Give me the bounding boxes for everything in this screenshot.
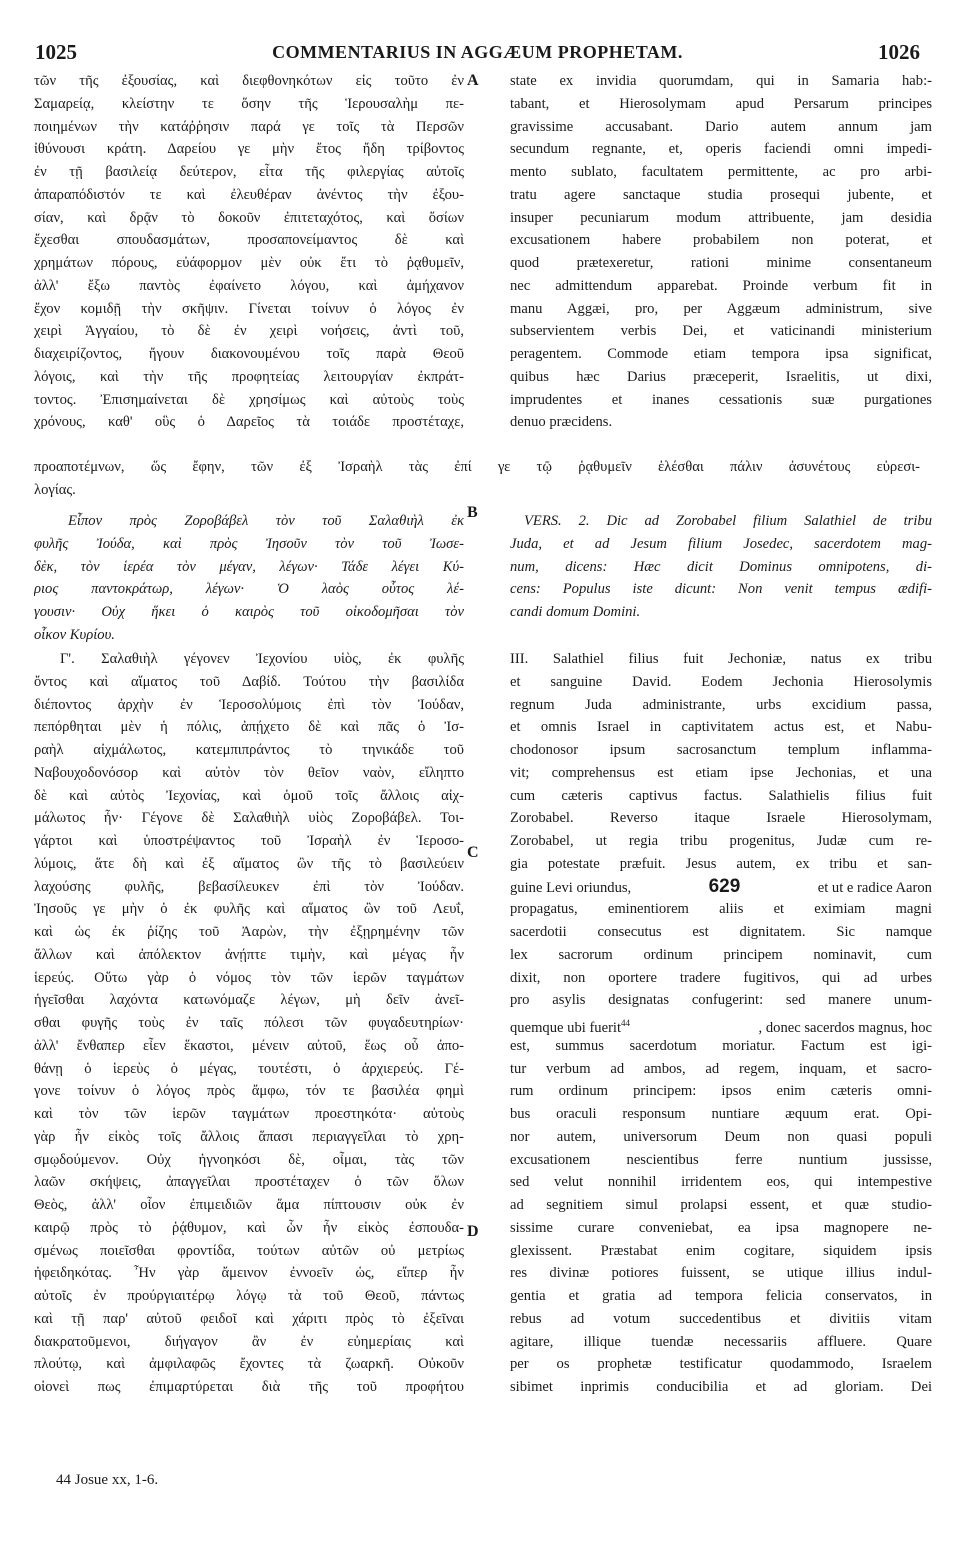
greek-line: ριος παντοκράτωρ, λέγων· Ὁ λαὸς οὗτος λέ- [34, 581, 464, 598]
greek-line: ἰθύνουσι κράτη. Δαρείου γε μὴν ἔτος ἤδη τρίβοντος [34, 141, 464, 158]
greek-line: γάρτοι καὶ ὑποστρέψαντος τοῦ Ἰσραὴλ ἐν Ἱεροσο- [34, 833, 464, 849]
latin-line: excusationem habere probabilem non poterat, et [510, 232, 932, 249]
greek-line: Ναβουχοδονόσορ καὶ αὐτὸν τὸν θεῖον ναὸν, εἴληπτο [34, 764, 464, 781]
greek-line: ἀπαραπόδιστόν τε καὶ ἐλευθέραν ἀνέντος τὴν ἐξου- [34, 186, 464, 203]
latin-line: nec admittendum apparebat. Proinde verbum fit in [510, 277, 932, 294]
greek-line: σμένως ποιεῖσθαι φροντίδα, τούτων αὐτῶν οὐ μετρίως [34, 1242, 464, 1259]
greek-line: Γ'. Σαλαθιὴλ γέγονεν Ἰεχονίου υἱὸς, ἐκ φυλῆς [60, 651, 464, 667]
latin-lemma [510, 510, 932, 624]
latin-line: tur verbum ad ambos, ad regem, inquam, et sacro- [510, 1060, 932, 1077]
greek-line: ἔχεσθαι σπουδασμάτων, προσαπονείμαντος δὲ καὶ [34, 232, 464, 249]
greek-line: λογίας. [34, 481, 76, 498]
latin-text: et ut e radice Aaron [817, 879, 932, 896]
greek-line: ποιημένων τὴν κατάῤῥησιν παρά γε τοῖς τὰ Περσῶν [34, 118, 464, 135]
latin-line: gentia et gratia ad tempora felicia conservatos, in [510, 1288, 932, 1304]
greek-line: ἀλλ' ἔξω παντὸς ἐφαίνετο λόγου, καὶ ἀμήχανον [34, 277, 464, 294]
running-title: COMMENTARIUS IN AGGÆUM PROPHETAM. [272, 42, 683, 62]
latin-line: rebus ad votum succedentibus et divitiis vitam [510, 1310, 932, 1327]
latin-line: vit; comprehensus est etiam ipse Jechonias, et una [510, 764, 932, 781]
greek-line: ἄλλων καὶ ἀπόλεκτον ἀνῄπτε τιμὴν, καὶ μέγας ἦν [34, 946, 464, 963]
column-number: 629 [708, 875, 741, 897]
greek-column-body [34, 648, 464, 1399]
greek-line: σμῳδούμενον. Οὐχ ἠγνοηκόσι δὲ, οἶμαι, τὰς τῶν [34, 1151, 464, 1168]
greek-cross-column-text [34, 456, 920, 502]
latin-line: ad segnitiem simul prolapsi essent, et quæ studio- [510, 1197, 932, 1213]
latin-line: nor autem, universorum Deum non quasi populi [510, 1128, 932, 1145]
latin-line: manu Aggæi, pro, per Aggæum administrum, sive [510, 300, 932, 317]
latin-text: guine Levi oriundus, [510, 879, 632, 896]
latin-line: gia potestate præfuit. Jesus autem, ex tribu et san- [510, 855, 932, 872]
greek-line: δὲ καὶ αὐτὸς Ἰεχονίας, καὶ ὁμοῦ τοῖς ἄλλοις αἰχ- [34, 787, 464, 804]
latin-line: propagatus, eminentiorem aliis et eximiam magni [510, 901, 932, 918]
greek-line: οἶκον Κυρίου. [34, 626, 115, 643]
greek-line: ἠφειδηκότας. Ἦν γὰρ ἄμεινον ἐννοεῖν ὡς, εἴπερ ἦν [34, 1265, 464, 1282]
greek-line: χρόνους, καθ' οὓς ὁ Δαρεῖος τὰ τοιάδε προστέταχε, [34, 414, 464, 431]
greek-line: προαποτέμνων, ὥς ἔφην, τῶν ἐξ Ἰσραὴλ τὰς ἐπί γε τῷ ῥᾳθυμεῖν ἑλέσθαι πάλιν ἀσυνέτους εὑρεσι- [34, 459, 920, 475]
latin-line: imprudentes et inanes cessationis suæ purgationes [510, 391, 932, 408]
latin-line: cens: Populus iste dicunt: Non venit tempus ædifi- [510, 581, 932, 598]
latin-line: glexissent. Præstabat enim cogitare, siquidem ipsis [510, 1242, 932, 1259]
latin-line: Zorobabel, ut regia tribu progenitus, Judæ cum re- [510, 833, 932, 849]
latin-line: regnum Juda administrante, urbs excidium passa, [510, 696, 932, 713]
latin-line: pro asylis designatas confugerint: sed manere unum- [510, 992, 932, 1009]
greek-column-top [34, 70, 464, 434]
latin-line: gravissime accusabant. Dario autem annum jam [510, 118, 932, 135]
latin-column-top [510, 70, 932, 434]
footnote-reference: 44 [621, 1018, 631, 1028]
greek-line: χρημάτων πόρους, εὐάφορμον μὲν οὐκ ἔτι τὸ ῥᾳθυμεῖν, [34, 255, 464, 271]
latin-line: excusationem nescientibus ferre nuntium jussisse, [510, 1151, 932, 1168]
greek-line: Θεὸς, ἀλλ' οἷον ἐπιμειδιῶν ἅμα πίπτουσιν οὐκ ἐν [34, 1197, 464, 1213]
greek-line: γονε τοίνυν ὁ λόγος πρὸς ἄμφω, τόν τε βασιλέα φημὶ [34, 1083, 464, 1100]
footnote: 44 Josue xx, 1-6. [56, 1472, 159, 1488]
greek-line: Σαμαρείᾳ, κλείστην τε ὅσην τῆς Ἱερουσαλὴμ πε- [34, 95, 464, 112]
greek-line: λόγοις, καὶ τὴν τῆς προφητείας λειτουργίαν ἐκπράτ- [34, 368, 464, 385]
greek-line: ἔχον κομιδῇ τὴν σκῆψιν. Γίνεται τοίνυν ὁ λόγος ἐν [34, 300, 464, 317]
greek-line: φυλῆς Ἰούδα, καὶ πρὸς Ἰησοῦν τὸν τοῦ Ἰωσε- [34, 535, 464, 552]
greek-line: ἡγεῖσθαι λαχόντα κατωνόμαζε λέγων, μὴ δεῖν ἀνεῖ- [34, 992, 464, 1009]
latin-line: agitare, illique tuendæ necessariis affluere. Quare [510, 1333, 932, 1350]
latin-line: insuper pecuniarum modum attribuente, jam desidia [510, 209, 932, 226]
section-marker-b: B [467, 504, 478, 521]
latin-line: per os prophetæ testificatur quodammodo, Israelem [510, 1356, 932, 1373]
latin-line: denuo præcidens. [510, 414, 613, 431]
greek-line: λαχούσης φυλῆς, βεβασίλευκεν ἐπὶ τὸν Ἰούδαν. [34, 878, 464, 895]
left-page-number: 1025 [35, 40, 77, 64]
latin-line: tabant, et Hierosolymam apud Persarum principes [510, 95, 932, 112]
greek-line: ραὴλ αἰχμάλωτος, κατεμπιπράντος τὸ τηνικάδε τοῦ [34, 742, 464, 758]
greek-line: Ἰησοῦς γε μὴν ὁ ἐκ φυλῆς καὶ αἵματος ὢν τοῦ Λευΐ, [34, 901, 464, 918]
greek-line: σίαν, καὶ δρᾷν τὸ δοκοῦν ἐπιτεταχότος, καὶ ὅσίων [34, 209, 464, 226]
greek-line: διακρατοῦμενοι, διήγαγον ἂν ἐν εὐημερίαις καὶ [34, 1333, 464, 1350]
latin-line-with-footnote-ref [510, 1012, 932, 1035]
greek-line: καὶ τὸν τῶν ἱερῶν ταγμάτων προεστηκότα· αὐτοὺς [34, 1106, 464, 1122]
latin-line: sacerdotii consecutus est dignitatem. Sic namque [510, 924, 932, 940]
greek-line: ὄντος καὶ αἵματος τοῦ Δαβίδ. Τούτου τὴν βασιλίδα [34, 673, 464, 690]
greek-line: ἱερεύς. Οὕτω γὰρ ὁ νόμος τὸν τῶν ἱερῶν ταγμάτων [34, 969, 464, 986]
greek-line: ἀλλ' ἔνθαπερ εἶεν ἕκαστοι, μένειν αὐτοῦ, ἕως οὗ ἀπο- [34, 1037, 464, 1054]
latin-line: et sanguine David. Eodem Jechonia Hierosolymis [510, 673, 932, 690]
latin-line: lex sacrorum ordinum principem nominavit, cum [510, 946, 932, 963]
latin-line: sibimet inprimis conducibilia et ad gloriam. Dei [510, 1379, 932, 1395]
greek-line: γὰρ ἦν εἰκὸς τοῖς ἄλλοις ἅπασι περιαγγεῖλαι τὸ χρη- [34, 1128, 464, 1145]
latin-line: Zorobabel. Reverso itaque Israele Hierosolymam, [510, 810, 932, 827]
greek-line: τῶν τῆς ἐξουσίας, καὶ διεφθονηκότων εἰς τοῦτο ἐν [34, 73, 464, 89]
greek-line: πεπόρθηται μὲν ἡ πόλις, ἀπῄχετο δὲ καὶ πᾶς ὁ Ἰσ- [34, 719, 464, 736]
greek-line: διαχειρίζοντος, ἤγουν διακονουμένου τοῖς παρὰ Θεοῦ [34, 346, 464, 362]
greek-line: διέποντος ἀρχὴν ἐν Ἱεροσολύμοις ἐπὶ τὸν Ἰούδαν, [34, 696, 464, 713]
latin-line: candi domum Domini. [510, 604, 641, 620]
greek-line: τοντος. Ἐπισημαίνεται δὲ χρησίμως καὶ αὐτοὺς τοὺς [34, 391, 464, 408]
latin-line: III. Salathiel filius fuit Jechoniæ, natus ex tribu [510, 651, 932, 667]
latin-line: quibus hæc Darius præceperit, Israelitis, ut dixi, [510, 368, 932, 385]
latin-line: rum ordinum principem: ipsos enim cæteris omni- [510, 1083, 932, 1100]
greek-line: θάνῃ ὁ ἱερεὺς ὁ μέγας, τουτέστι, ὁ ἀρχιερεύς. Γέ- [34, 1060, 464, 1077]
latin-column-body [510, 648, 932, 1399]
right-page-number: 1026 [878, 40, 920, 64]
latin-line: Juda, et ad Jesum filium Josedec, sacerdotem mag- [510, 535, 932, 552]
latin-line: subservientem verbis Dei, et vaticinandi ministerium [510, 323, 932, 340]
latin-line: chodonosor ipsum sacrosanctum templum inflamma- [510, 742, 932, 758]
greek-line: μάλωτος ἦν· Γέγονε δὲ Σαλαθιὴλ υἱὸς Ζοροβάβελ. Τοι- [34, 810, 464, 827]
greek-line: πλούτῳ, καὶ ἀμφιλαφῶς ἔχοντες τὰ ζωαρκῆ. Οὐκοῦν [34, 1356, 464, 1373]
greek-line: λύμοις, ἅτε δὴ καὶ ἐξ αἵματος ὢν τῆς τὸ βασιλεύειν [34, 855, 464, 872]
latin-text: , donec sacerdos magnus, hoc [758, 1019, 932, 1035]
latin-text: quemque ubi fuerit$^{44}$ [510, 1018, 631, 1035]
greek-line: καὶ ὡς ἐκ ῥίζης τοῦ Ἀαρὼν, τὴν ἐξῃρημένην τῶν [34, 924, 464, 940]
latin-line: num, dicens: Hæc dicit Dominus omnipotens, di- [510, 558, 932, 575]
greek-line: ἐν τῇ βασιλείᾳ δεύτερον, εἶτα τῆς φιλεργίας αὐτοῖς [34, 164, 464, 180]
latin-line: sed velut nonnihil irridentem eos, qui intempestive [510, 1174, 932, 1191]
greek-line: λαῶν σκήψεις, ἀπαγγεῖλαι προστέταχεν ὁ τῶν ὅλων [34, 1174, 464, 1191]
greek-line: αὐτοῖς ἐν προύργιαιτέρῳ λόγῳ τὰ τοῦ Θεοῦ, πάντως [34, 1288, 464, 1304]
latin-line: res divinæ potiores fuissent, se utique illius indul- [510, 1265, 932, 1282]
latin-line: cum cæteris captivus factus. Salathielis filius fuit [510, 787, 932, 804]
section-marker-a: A [467, 72, 479, 89]
latin-line: est, summus sacerdotum moriatur. Factum est igi- [510, 1037, 932, 1054]
latin-line: state ex invidia quorumdam, qui in Samaria hab:- [510, 73, 932, 89]
section-marker-c: C [467, 844, 479, 861]
latin-line: et omnis Israel in captivitatem actus est, et Nabu- [510, 719, 932, 736]
latin-line-with-column-number [510, 876, 932, 899]
latin-line: secundum regnante, et, operis faciendi omni impedi- [510, 141, 932, 158]
greek-line: σθαι φυγῆς τοὺς ἐν ταῖς πόλεσι τῶν φυγαδευτηρίων· [34, 1015, 464, 1031]
latin-line: quod prætexeretur, rationi minime consentaneum [510, 255, 932, 271]
latin-line: peragentem. Commode etiam tempora ipsa significat, [510, 346, 932, 362]
latin-line: mento sublato, facultatem permittente, ac pro arbi- [510, 164, 932, 180]
greek-line: οἱονεὶ πως ἐπιμαρτύρεται διὰ τῆς τοῦ προφήτου [34, 1379, 464, 1395]
latin-line: bus oraculi responsum nuntiare æquum erat. Opi- [510, 1106, 932, 1122]
running-header [35, 40, 920, 66]
latin-line: VERS. 2. Dic ad Zorobabel filium Salathiel de tribu [524, 513, 932, 529]
greek-line: χειρὶ Ἀγγαίου, τὸ δὲ ἐν χειρὶ νοήσεις, ἀντὶ τοῦ, [34, 323, 464, 340]
greek-line: δὲκ, τὸν ἱερέα τὸν μέγαν, λέγων· Τάδε λέγει Κύ- [34, 558, 464, 575]
greek-line: Εἶπον πρὸς Ζοροβάβελ τὸν τοῦ Σαλαθιὴλ ἐκ [68, 513, 464, 529]
latin-line: tratu agere sanctaque studia prosequi jubente, et [510, 186, 932, 203]
greek-line: καιρῷ πρὸς τὸ ῥᾴθυμον, καὶ ὧν ἦν εἰκὸς ἐσπουδα- [34, 1219, 464, 1236]
section-marker-d: D [467, 1223, 479, 1240]
greek-line: καὶ τῇ παρ' αὐτοῦ φειδοῖ καὶ χάριτι πρὸς τὸ ἐξεῖναι [34, 1310, 464, 1327]
latin-line: sissime curare conveniebat, ea ipsa magnopere ne- [510, 1219, 932, 1236]
latin-line: dixit, non oportere tradere fugitivos, qui ad urbes [510, 969, 932, 986]
greek-lemma [34, 510, 464, 647]
greek-line: γουσιν· Οὐχ ἥκει ὁ καιρὸς τοῦ οἰκοδομῆσαι τὸν [34, 604, 464, 620]
